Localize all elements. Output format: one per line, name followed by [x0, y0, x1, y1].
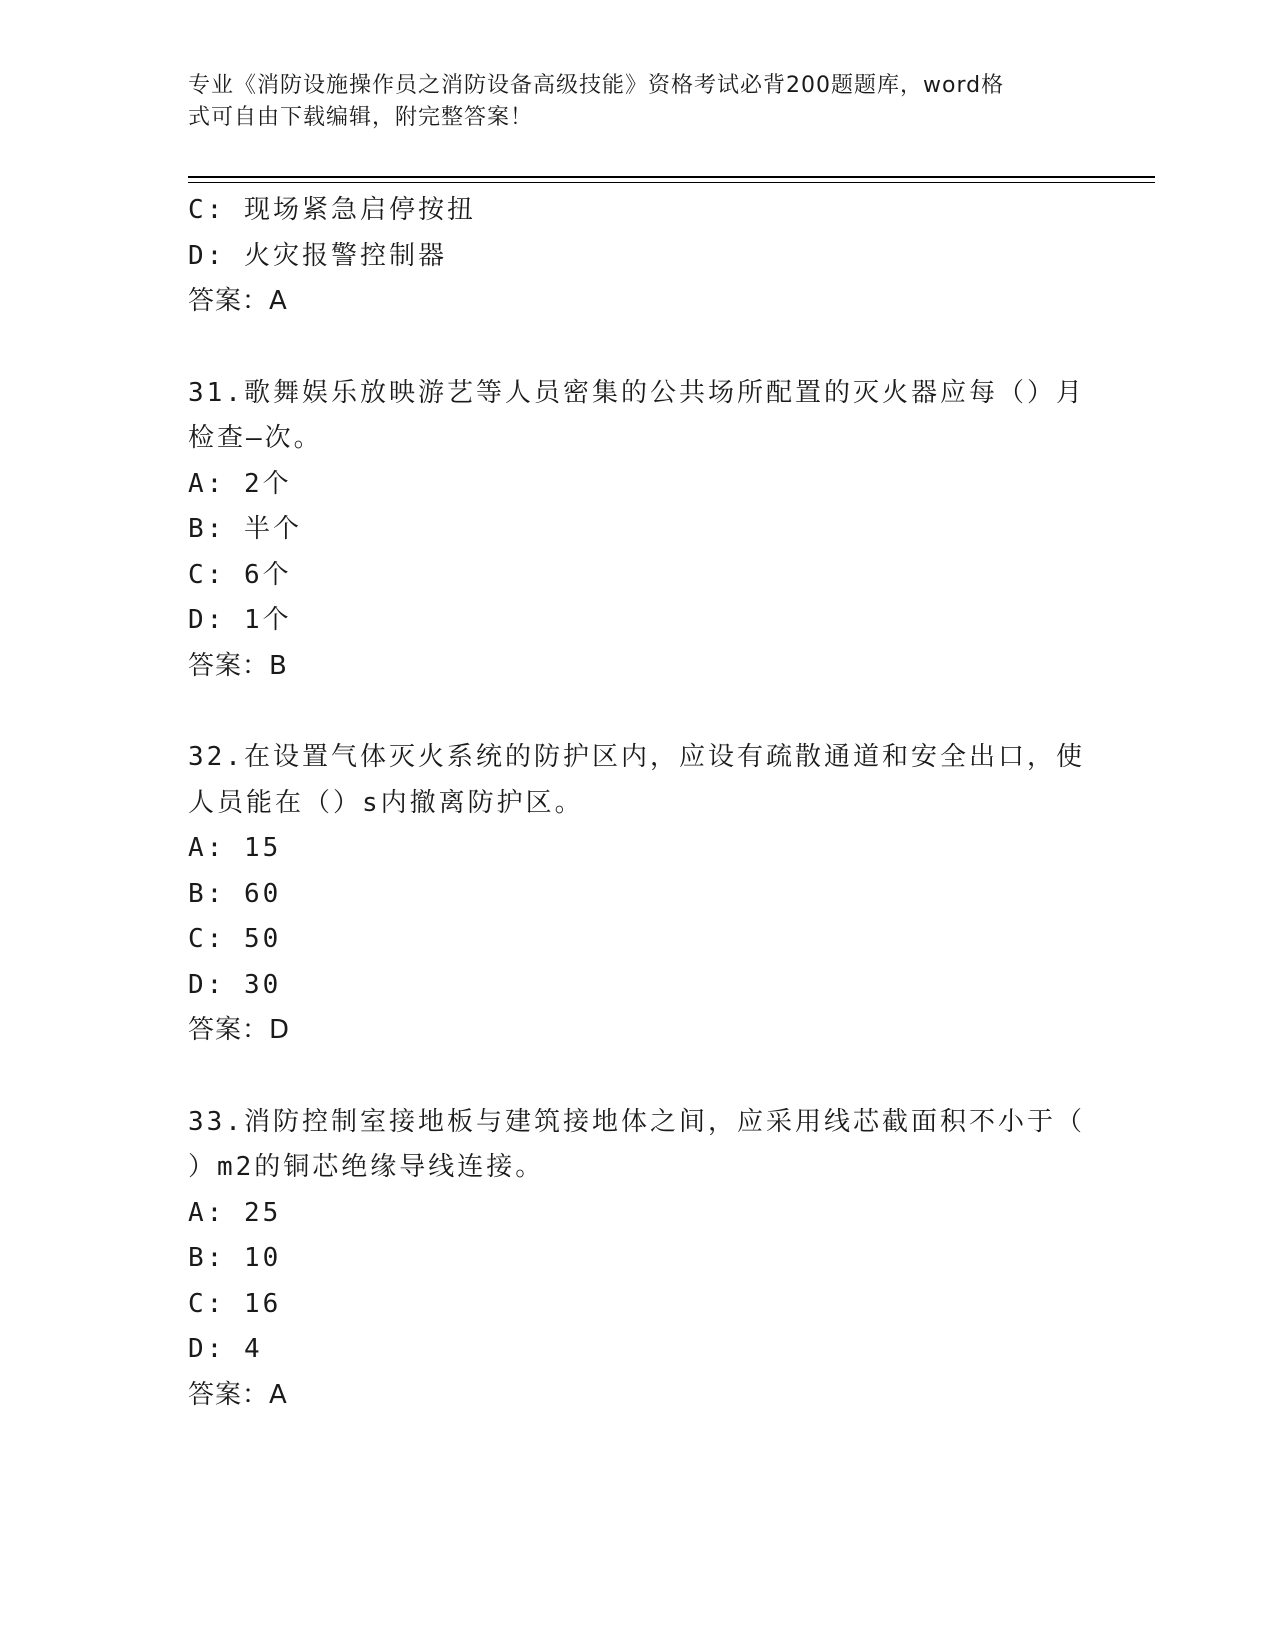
option-row [188, 553, 1088, 599]
option-text: 1个 [243, 605, 292, 635]
option-key: D: [188, 1334, 226, 1364]
question-list [188, 188, 1088, 1418]
question-stem-line-2: 人员能在（）s内撤离防护区。 [188, 787, 584, 818]
option-row [188, 234, 1088, 280]
option-key: D: [188, 605, 226, 635]
option-row [188, 1327, 1088, 1373]
question-stem-line-2: ）m2的铜芯绝缘导线连接。 [188, 1152, 545, 1182]
option-row [188, 188, 1088, 234]
option-text: 半个 [243, 514, 302, 544]
option-row [188, 1191, 1088, 1237]
option-row [188, 917, 1088, 963]
option-text: 30 [243, 969, 282, 1000]
header-divider-thin [188, 182, 1155, 183]
option-row [188, 507, 1088, 553]
question-stem-line-1: 32.在设置气体灭火系统的防护区内，应设有疏散通道和安全出口，使 [188, 742, 1085, 772]
option-key: C: [188, 924, 226, 954]
spacer [188, 325, 1088, 371]
option-key: D: [188, 240, 226, 271]
option-text: 现场紧急启停按扭 [243, 195, 476, 225]
answer-line: 答案：A [188, 286, 288, 316]
answer-line: 答案：A [188, 1379, 288, 1410]
option-key: D: [188, 969, 226, 1000]
question-stem-line-1: 33.消防控制室接地板与建筑接地体之间，应采用线芯截面积不小于（ [188, 1106, 1085, 1137]
option-row [188, 1282, 1088, 1328]
option-row [188, 963, 1088, 1009]
spacer [188, 1054, 1088, 1100]
question-stem-line-1: 31.歌舞娱乐放映游艺等人员密集的公共场所配置的灭火器应每（）月 [188, 377, 1085, 408]
option-key: C: [188, 1288, 226, 1319]
question-item [188, 1100, 1088, 1419]
answer-line: 答案：D [188, 1015, 291, 1045]
previous-question-tail [188, 188, 1088, 325]
option-text: 4 [243, 1334, 263, 1364]
option-text: 火灾报警控制器 [243, 240, 447, 271]
option-row [188, 598, 1088, 644]
option-row [188, 826, 1088, 872]
option-key: B: [188, 878, 226, 909]
option-text: 60 [243, 878, 282, 909]
option-key: A: [188, 833, 226, 863]
option-text: 50 [243, 924, 282, 954]
option-text: 25 [243, 1197, 282, 1228]
question-item [188, 735, 1088, 1054]
option-row [188, 872, 1088, 918]
header-divider-thick [188, 176, 1155, 178]
option-text: 2个 [243, 468, 292, 499]
question-item [188, 371, 1088, 690]
spacer [188, 689, 1088, 735]
option-text: 6个 [243, 559, 292, 590]
option-key: C: [188, 559, 226, 590]
document-header [188, 70, 1068, 134]
option-key: C: [188, 195, 226, 225]
header-title-line-2: 式可自由下载编辑，附完整答案！ [188, 105, 534, 130]
header-title-line-1: 专业《消防设施操作员之消防设备高级技能》资格考试必背200题题库，word格 [188, 73, 1005, 98]
option-key: B: [188, 1243, 226, 1273]
answer-line: 答案：B [188, 650, 288, 681]
option-text: 16 [243, 1288, 282, 1319]
option-key: A: [188, 468, 226, 499]
option-row [188, 462, 1088, 508]
question-stem-line-2: 检查—次。 [188, 423, 323, 453]
option-key: B: [188, 514, 226, 544]
option-text: 15 [243, 833, 282, 863]
option-row [188, 1236, 1088, 1282]
option-text: 10 [243, 1243, 282, 1273]
option-key: A: [188, 1197, 226, 1228]
